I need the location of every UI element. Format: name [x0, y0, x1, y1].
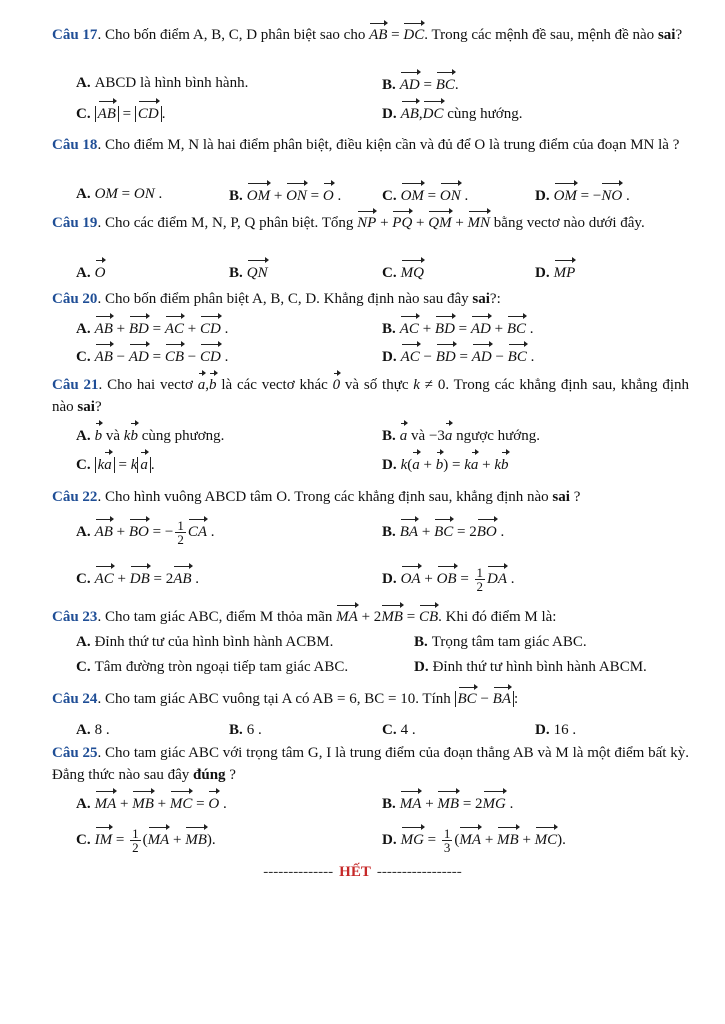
question-number: Câu 21 — [52, 377, 99, 393]
option-b[interactable]: B. AD = BC. — [382, 71, 459, 97]
option-b[interactable]: B. BA + BC = 2BO . — [382, 518, 504, 544]
question-25: Câu 25. Cho tam giác ABC với trọng tâm G, I là trung điểm của đoạn thẳng AB và M là một điểm bất kỳ. Đẳng thức nào sau đây đúng ? — [52, 745, 690, 783]
option-a[interactable]: A. MA + MB + MC = O . — [76, 790, 227, 816]
option-c[interactable]: C. AB = CD . — [76, 100, 165, 126]
sum-formula: NP + PQ + QM + MN — [357, 215, 490, 231]
option-c[interactable]: C. AB − AD = CB − CD . — [76, 343, 228, 369]
option-b[interactable]: B. OM + ON = O . — [229, 182, 341, 208]
options-row — [76, 451, 695, 475]
options-row — [76, 100, 695, 124]
question-number: Câu 23 — [52, 609, 98, 625]
options-row — [76, 790, 695, 814]
option-c[interactable]: C. OM = ON . — [382, 182, 468, 208]
question-17: Câu 17. Cho bốn điểm A, B, C, D phân biệt sao cho AB = DC. Trong các mệnh đề sau, mệnh đề nào sai? — [52, 22, 689, 46]
condition-formula: AB = DC — [369, 27, 424, 43]
option-c[interactable]: C. ka = k a . — [76, 451, 155, 477]
question-number: Câu 20 — [52, 291, 98, 307]
option-a[interactable]: A. AB + BD = AC + CD . — [76, 315, 228, 341]
options-row — [76, 718, 695, 742]
option-d[interactable]: D. MP — [535, 259, 575, 285]
option-a[interactable]: A. ABCD là hình bình hành. — [76, 75, 249, 91]
end-marker: -------------- HẾT ----------------- — [263, 864, 462, 880]
options-row — [76, 422, 695, 446]
option-c[interactable]: C. 4 . — [382, 722, 416, 738]
option-b[interactable]: B. AC + BD = AD + BC . — [382, 315, 534, 341]
option-a[interactable]: A. b và kb cùng phương. — [76, 422, 224, 448]
condition-formula: MA + 2MB = CB — [336, 609, 438, 625]
options-row — [76, 315, 695, 339]
option-d[interactable]: D. OM = −NO . — [535, 182, 630, 208]
option-c[interactable]: C. Tâm đường tròn ngoại tiếp tam giác ABC. — [76, 659, 349, 675]
option-d[interactable]: D. Đỉnh thứ tư hình bình hành ABCM. — [414, 659, 647, 675]
options-row — [76, 518, 695, 548]
question-18: Câu 18. Cho điểm M, N là hai điểm phân biệt, điều kiện cần và đủ để O là trung điểm của đoạn MN là ? — [52, 137, 680, 153]
option-d[interactable]: D. OA + OB = $\frac{1}{2}$ DA . — [382, 565, 515, 595]
options-row — [76, 343, 695, 367]
option-a[interactable]: A. O — [76, 259, 105, 285]
question-20: Câu 20. Cho bốn điểm phân biệt A, B, C, D. Khẳng định nào sau đây sai?: — [52, 291, 501, 307]
options-row — [76, 259, 695, 283]
question-number: Câu 18 — [52, 137, 98, 153]
option-d[interactable]: D. AB,DC cùng hướng. — [382, 100, 523, 126]
options-row — [76, 565, 695, 595]
question-23: Câu 23. Cho tam giác ABC, điểm M thỏa mãn MA + 2MB = CB. Khi đó điểm M là: — [52, 604, 689, 628]
question-24: Câu 24. Cho tam giác ABC vuông tại A có AB = 6, BC = 10. Tính BC − BA : — [52, 686, 689, 710]
question-19: Câu 19. Cho các điểm M, N, P, Q phân biệt. Tổng NP + PQ + QM + MN bằng vectơ nào dưới đây. — [52, 210, 689, 234]
options-row — [76, 71, 695, 95]
option-c[interactable]: C. IM = $\frac{1}{2}$ (MA + MB). — [76, 826, 216, 856]
option-a[interactable]: A. 8 . — [76, 722, 110, 738]
option-d[interactable]: D. k(a + b) = ka + kb — [382, 451, 509, 477]
question-number: Câu 25 — [52, 745, 98, 761]
option-b[interactable]: B. 6 . — [229, 722, 262, 738]
option-a[interactable]: A. Đỉnh thứ tư của hình bình hành ACBM. — [76, 634, 334, 650]
question-21: Câu 21. Cho hai vectơ a,b là các vectơ khác 0 và số thực k ≠ 0. Trong các khẳng định sau, khẳng định nào sai? — [52, 372, 689, 418]
option-d[interactable]: D. AC − BD = AD − BC . — [382, 343, 534, 369]
question-number: Câu 22 — [52, 489, 98, 505]
options-row — [76, 182, 695, 206]
question-number: Câu 17 — [52, 27, 98, 43]
options-row — [76, 630, 695, 654]
option-c[interactable]: C. MQ — [382, 259, 424, 285]
options-row — [76, 826, 695, 856]
option-b[interactable]: B. MA + MB = 2MG . — [382, 790, 513, 816]
option-c[interactable]: C. AC + DB = 2AB . — [76, 565, 199, 591]
option-b[interactable]: B. Trọng tâm tam giác ABC. — [414, 634, 587, 650]
option-d[interactable]: D. MG = $\frac{1}{3}$ (MA + MB + MC). — [382, 826, 566, 856]
option-b[interactable]: B. QN — [229, 259, 268, 285]
options-row — [76, 655, 695, 679]
option-a[interactable]: A. OM = ON . — [76, 186, 163, 202]
option-b[interactable]: B. a và −3a ngược hướng. — [382, 422, 540, 448]
question-22: Câu 22. Cho hình vuông ABCD tâm O. Trong các khẳng định sau, khẳng định nào sai ? — [52, 489, 581, 505]
option-a[interactable]: A. AB + BO = − $\frac{1}{2}$ CA . — [76, 518, 215, 548]
option-d[interactable]: D. 16 . — [535, 722, 577, 738]
question-number: Câu 19 — [52, 215, 98, 231]
question-number: Câu 24 — [52, 691, 98, 707]
